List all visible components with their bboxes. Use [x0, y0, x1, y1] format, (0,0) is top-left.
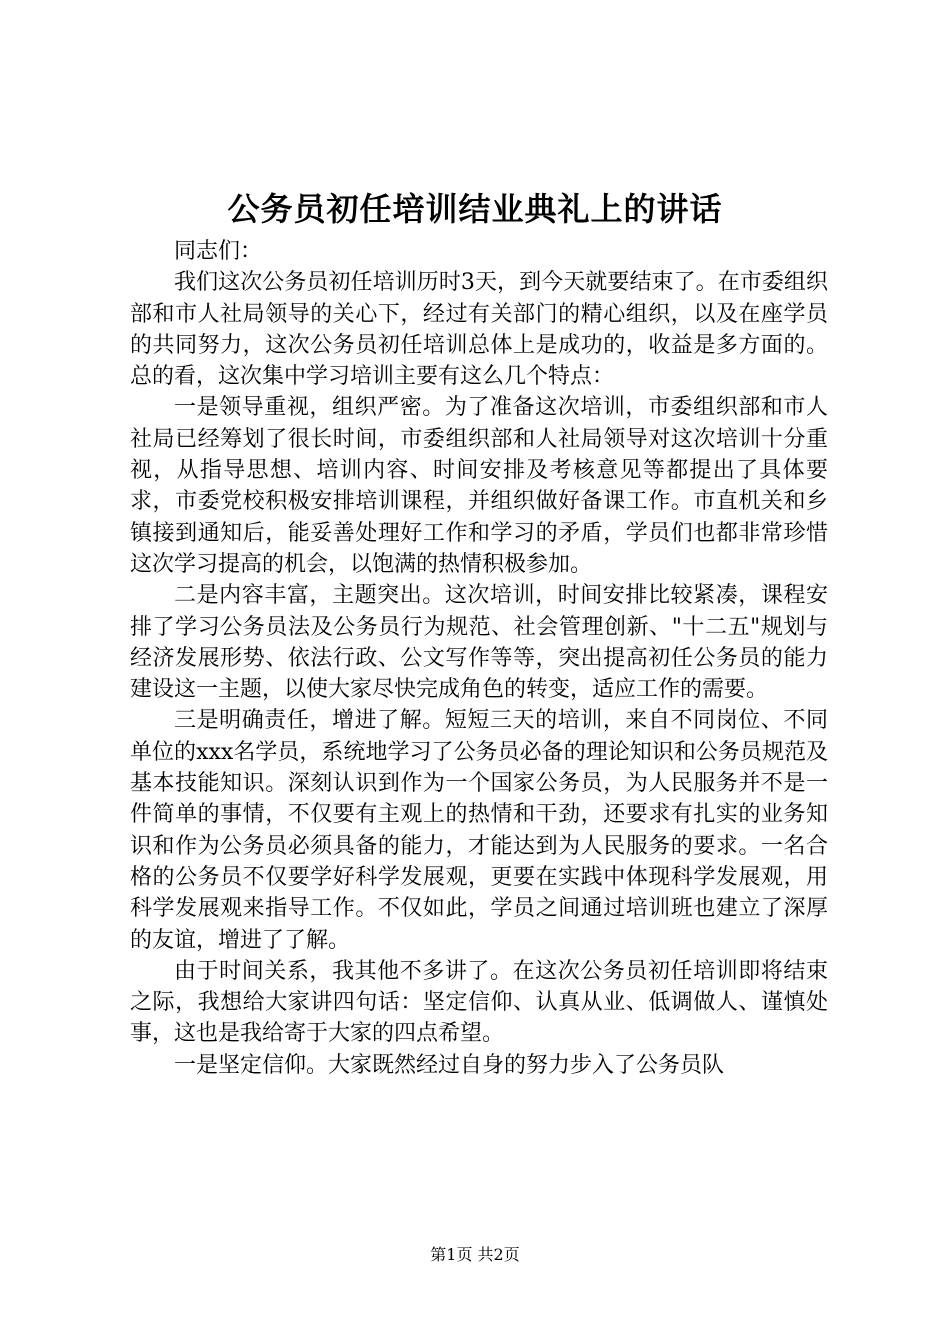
document-body	[130, 236, 828, 1081]
paragraph: 由于时间关系，我其他不多讲了。在这次公务员初任培训即将结束之际，我想给大家讲四句话：坚定信仰、认真从业、低调做人、谨慎处事，这也是我给寄于大家的四点希望。	[130, 958, 828, 1047]
page-footer: 第1页 共2页	[430, 1245, 520, 1264]
page-title: 公务员初任培训结业典礼上的讲话	[227, 190, 723, 228]
paragraph: 三是明确责任，增进了解。短短三天的培训，来自不同岗位、不同单位的xxx名学员，系统地学习了公务员必备的理论知识和公务员规范及基本技能知识。深刻认识到作为一个国家公务员，为人民服务并不是一件简单的事情，不仅要有主观上的热情和干劲，还要求有扎实的业务知识和作为公务员必须具备的能力，才能达到为人民服务的要求。一名合格的公务员不仅要学好科学发展观，更要在实践中体现科学发展观，用科学发展观来指导工作。不仅如此，学员之间通过培训班也建立了深厚的友谊，增进了了解。	[130, 708, 828, 953]
paragraph: 二是内容丰富，主题突出。这次培训，时间安排比较紧凑，课程安排了学习公务员法及公务员行为规范、社会管理创新、"十二五"规划与经济发展形势、依法行政、公文写作等等，突出提高初任公务员的能力建设这一主题，以使大家尽快完成角色的转变，适应工作的需要。	[130, 583, 828, 703]
paragraph: 一是领导重视，组织严密。为了准备这次培训，市委组织部和市人社局已经筹划了很长时间，市委组织部和人社局领导对这次培训十分重视，从指导思想、培训内容、时间安排及考核意见等都提出了具体要求，市委党校积极安排培训课程，并组织做好备课工作。市直机关和乡镇接到通知后，能妥善处理好工作和学习的矛盾，学员们也都非常珍惜这次学习提高的机会，以饱满的热情积极参加。	[130, 395, 828, 577]
paragraph: 我们这次公务员初任培训历时3天，到今天就要结束了。在市委组织部和市人社局领导的关心下，经过有关部门的精心组织，以及在座学员的共同努力，这次公务员初任培训总体上是成功的，收益是多方面的。总的看，这次集中学习培训主要有这么几个特点：	[130, 270, 828, 390]
salutation: 同志们：	[174, 239, 263, 264]
paragraph: 一是坚定信仰。大家既然经过自身的努力步入了公务员队	[174, 1052, 725, 1078]
